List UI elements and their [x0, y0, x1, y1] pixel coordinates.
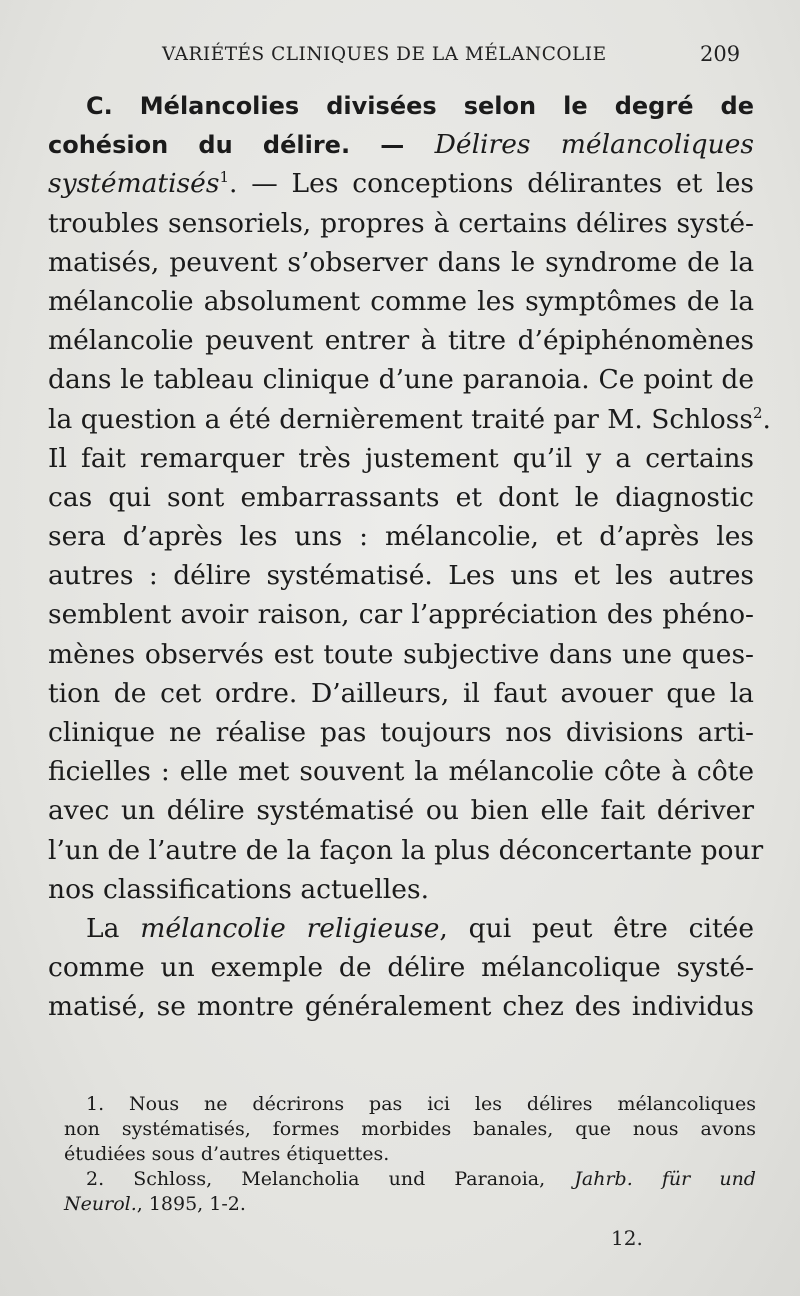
journal-title-cont: Neurol.	[64, 1193, 137, 1215]
text-line	[48, 909, 754, 948]
text-span: . — Les conceptions délirantes et les	[228, 168, 754, 200]
text-line: avec un délire systématisé ou bien elle fait dériver	[48, 795, 754, 827]
text-span: la question a été dernièrement traité par M. Schloss	[48, 403, 753, 435]
text-line	[48, 86, 754, 125]
section-heading-cont: cohésion du délire. —	[48, 131, 405, 160]
text-line: clinique ne réalise pas toujours nos divisions arti-	[48, 717, 754, 748]
text-span: , qui peut être citée	[439, 912, 755, 944]
running-title: VARIÉTÉS CLINIQUES DE LA MÉLANCOLIE	[162, 44, 607, 65]
section-heading: C. Mélancolies divisées selon le degré de	[86, 92, 754, 120]
text-line	[48, 125, 754, 164]
footnote-2-cont	[64, 1192, 756, 1217]
footnote-2	[64, 1167, 756, 1192]
subheading-italic-cont: systématisés	[48, 168, 220, 200]
text-span: La	[86, 912, 120, 944]
page-header	[0, 44, 800, 74]
page-number: 209	[700, 42, 741, 66]
text-line: matisés, peuvent s’observer dans le syndrome de la	[48, 246, 754, 278]
footnotes	[64, 1092, 756, 1217]
signature-mark: 12.	[611, 1226, 643, 1250]
text-line: mènes observés est toute subjective dans une ques-	[48, 638, 754, 670]
footnote-1-cont: étudiées sous d’autres étiquettes.	[64, 1143, 390, 1165]
text-line: matisé, se montre généralement chez des individus	[48, 991, 754, 1023]
text-line: semblent avoir raison, car l’appréciation des phéno-	[48, 599, 754, 631]
footnote-1: 1. Nous ne décrirons pas ici les délires mélancoliques	[86, 1093, 756, 1115]
text-span: .	[762, 403, 771, 435]
footnote-ref-2: 2	[752, 403, 763, 422]
main-text	[48, 86, 771, 1027]
text-line	[48, 164, 754, 203]
text-line: dans le tableau clinique d’une paranoia. Ce point de	[48, 364, 754, 396]
text-line: l’un de l’autre de la façon la plus déconcertante pour	[48, 834, 764, 866]
text-line: autres : délire systématisé. Les uns et les autres	[48, 560, 754, 592]
text-line: nos classifications actuelles.	[48, 873, 430, 905]
text-line: sera d’après les uns : mélancolie, et d’après les	[48, 521, 754, 553]
footnote-ref-1: 1	[219, 168, 229, 187]
journal-title: Jahrb. für und	[574, 1168, 756, 1190]
text-line: ficielles : elle met souvent la mélancolie côte à côte	[48, 756, 754, 788]
text-span: 2. Schloss, Melancholia und Paranoia,	[86, 1168, 546, 1190]
subheading-italic: Délires mélancoliques	[434, 129, 754, 161]
text-line: comme un exemple de délire mélancolique systé-	[48, 952, 754, 984]
text-line: cas qui sont embarrassants et dont le diagnostic	[48, 481, 754, 513]
text-line: mélancolie absolument comme les symptômes de la	[48, 285, 754, 317]
text-line: troubles sensoriels, propres à certains délires systé-	[48, 207, 754, 239]
text-line: Il fait remarquer très justement qu’il y a certains	[48, 442, 754, 474]
footnote-1-cont: non systématisés, formes morbides banales, que nous avons	[64, 1118, 756, 1140]
text-line: tion de cet ordre. D’ailleurs, il faut avouer que la	[48, 677, 754, 709]
text-line	[48, 400, 771, 439]
text-line: mélancolie peuvent entrer à titre d’épiphénomènes	[48, 325, 754, 357]
text-span: , 1895, 1-2.	[136, 1193, 246, 1215]
italic-term: mélancolie religieuse	[140, 912, 440, 944]
